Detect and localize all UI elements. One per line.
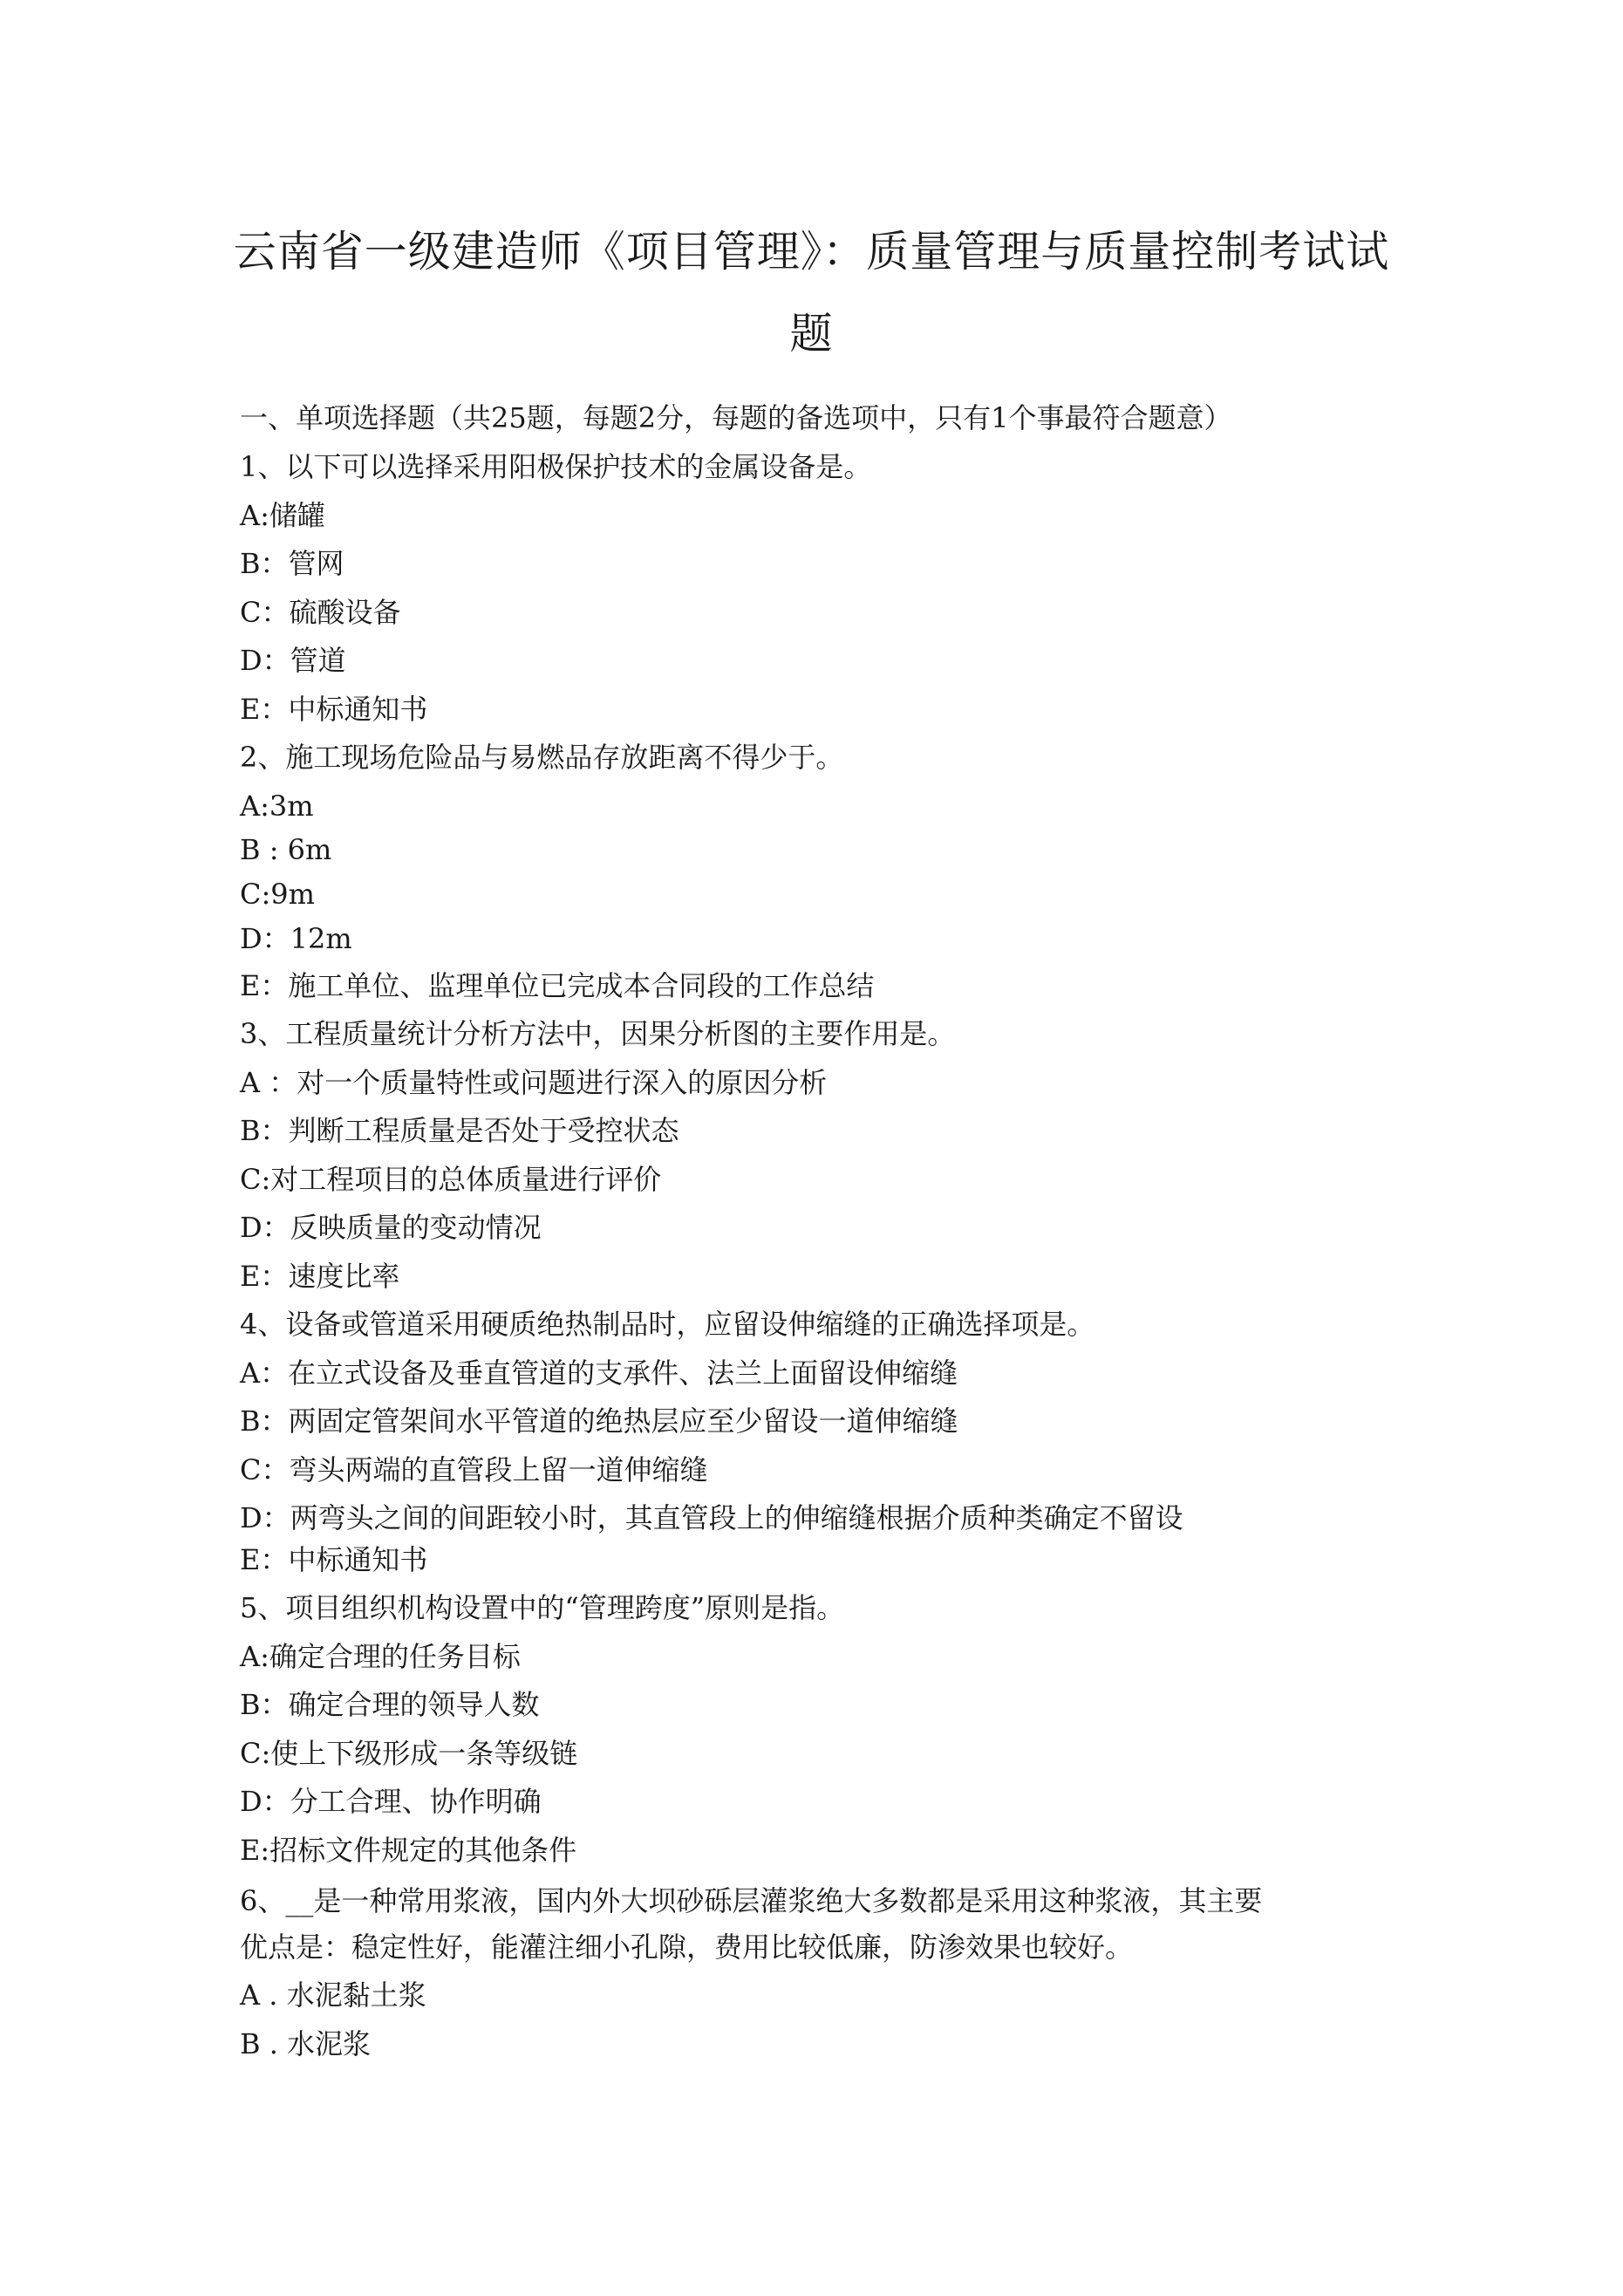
question-6-stem-line-2: 优点是：稳定性好，能灌注细小孔隙，费用比较低廉，防渗效果也较好。 (240, 1930, 1134, 1964)
question-6-option-b: B . 水泥浆 (240, 2027, 372, 2060)
question-2-option-a: A:3m (240, 789, 314, 823)
question-1-option-b: B：管网 (240, 547, 344, 580)
question-4-option-b: B：两固定管架间水平管道的绝热层应至少留设一道伸缩缝 (240, 1404, 958, 1438)
question-5-option-d: D：分工合理、协作明确 (240, 1785, 542, 1818)
question-6-stem-line-1: 6、__是一种常用浆液，国内外大坝砂砾层灌浆绝大多数都是采用这种浆液，其主要 (240, 1884, 1263, 1917)
question-4-stem: 4、设备或管道采用硬质绝热制品时，应留设伸缩缝的正确选择项是。 (240, 1308, 1095, 1341)
question-6-option-a: A . 水泥黏土浆 (240, 1978, 426, 2012)
question-5-option-b: B：确定合理的领导人数 (240, 1688, 540, 1721)
question-5-option-a: A:确定合理的任务目标 (240, 1640, 521, 1673)
question-4-option-d: D：两弯头之间的间距较小时，其直管段上的伸缩缝根据介质种类确定不留设 (240, 1501, 1183, 1534)
question-1-option-d: D：管道 (240, 644, 346, 677)
question-3-option-a: A ：对一个质量特性或问题进行深入的原因分析 (240, 1066, 828, 1099)
question-5-option-c: C:使上下级形成一条等级链 (240, 1737, 578, 1770)
question-1-option-a: A:储罐 (240, 499, 325, 532)
question-3-stem: 3、工程质量统计分析方法中，因果分析图的主要作用是。 (240, 1017, 956, 1050)
question-2-option-c: C:9m (240, 878, 315, 911)
question-4-option-c: C：弯头两端的直管段上留一道伸缩缝 (240, 1453, 708, 1486)
question-2-option-d: D：12m (240, 922, 352, 955)
question-1-option-e: E：中标通知书 (240, 693, 428, 726)
question-5-stem: 5、项目组织机构设置中的“管理跨度”原则是指。 (240, 1591, 845, 1624)
question-4-option-e: E：中标通知书 (240, 1543, 428, 1576)
question-2-option-b: B : 6m (240, 833, 332, 866)
document-title-line-1: 云南省一级建造师《项目管理》：质量管理与质量控制考试试 (233, 227, 1390, 277)
question-3-option-e: E：速度比率 (240, 1260, 400, 1293)
question-3-option-c: C:对工程项目的总体质量进行评价 (240, 1163, 662, 1196)
question-3-option-d: D：反映质量的变动情况 (240, 1211, 542, 1244)
question-2-option-e: E：施工单位、监理单位已完成本合同段的工作总结 (240, 969, 875, 1002)
section-heading: 一、单项选择题（共25题，每题2分，每题的备选项中，只有1个事最符合题意） (240, 401, 1232, 434)
question-2-stem: 2、施工现场危险品与易燃品存放距离不得少于。 (240, 741, 844, 774)
question-3-option-b: B：判断工程质量是否处于受控状态 (240, 1114, 679, 1147)
question-5-option-e: E:招标文件规定的其他条件 (240, 1834, 577, 1867)
question-1-stem: 1、以下可以选择采用阳极保护技术的金属设备是。 (240, 450, 872, 483)
question-1-option-c: C：硫酸设备 (240, 596, 401, 629)
document-title-line-2: 题 (789, 309, 834, 359)
question-4-option-a: A：在立式设备及垂直管道的支承件、法兰上面留设伸缩缝 (240, 1356, 958, 1390)
